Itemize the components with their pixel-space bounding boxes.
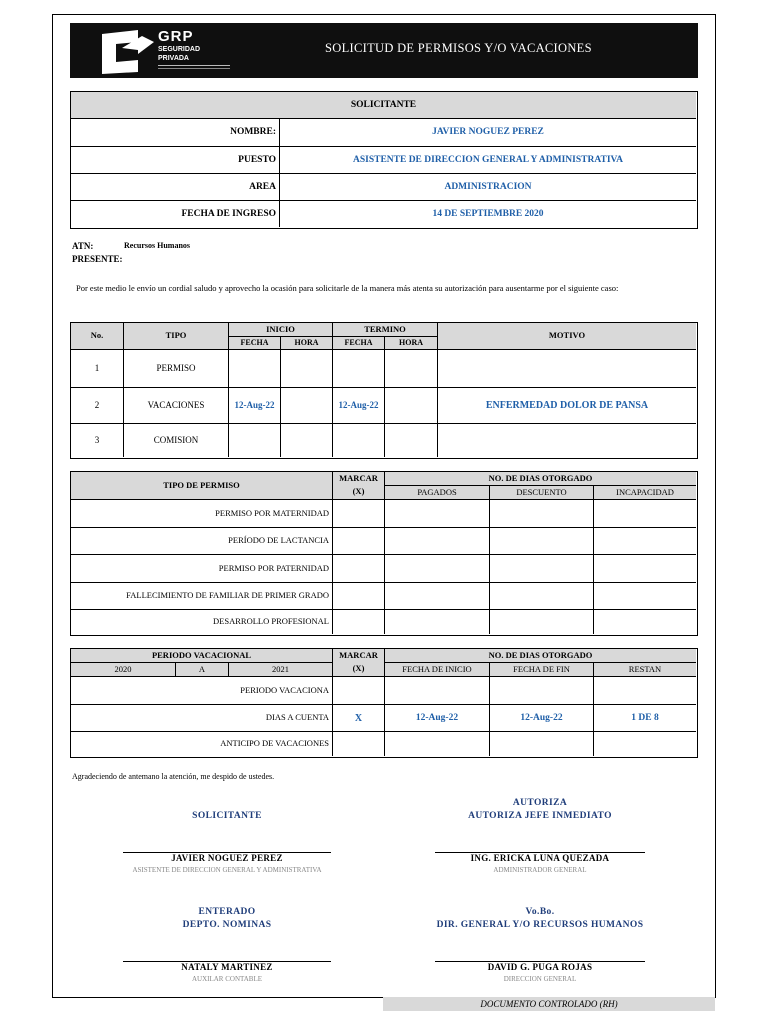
- col-tipo-permiso: TIPO DE PERMISO: [163, 479, 240, 490]
- year-separator: A: [198, 663, 206, 674]
- signature-role-2: DEPTO. NOMINAS: [182, 920, 272, 931]
- document-title: SOLICITUD DE PERMISOS Y/O VACACIONES: [325, 41, 592, 55]
- col-termino-fecha: FECHA: [344, 337, 373, 347]
- col-tipo: TIPO: [165, 330, 187, 341]
- closing-text: Agradeciendo de antemano la atención, me despido de ustedes.: [72, 772, 275, 781]
- permiso-maternidad: PERMISO POR MATERNIDAD: [215, 507, 329, 518]
- signature-solicitante-name-block: [100, 853, 354, 874]
- signature-position: DIRECCION GENERAL: [503, 975, 577, 983]
- fecha-ingreso-value: 14 DE SEPTIEMBRE 2020: [432, 208, 544, 219]
- col-marcar-x: (X): [352, 485, 365, 496]
- col-pagados: PAGADOS: [417, 486, 457, 497]
- col-dias-otorgado: NO. DE DIAS OTORGADO: [488, 472, 593, 483]
- signature-role-2: AUTORIZA JEFE INMEDIATO: [468, 811, 612, 822]
- presente-label: PRESENTE:: [72, 254, 123, 264]
- signature-enterado: [123, 906, 331, 933]
- intro-text: Por este medio le envío un cordial saludo y aprovecho la ocasión para solicitarle de la manera más atenta su autorización para ausentarme por el siguiente caso:: [76, 283, 619, 293]
- signature-name: ING. ERICKA LUNA QUEZADA: [470, 853, 610, 863]
- solicitante-heading: SOLICITANTE: [71, 92, 696, 118]
- row-2-motivo: ENFERMEDAD DOLOR DE PANSA: [485, 400, 649, 411]
- signature-autoriza: [435, 797, 645, 824]
- row-3-no: 3: [94, 434, 100, 445]
- signature-vobo-name-block: [435, 962, 645, 983]
- area-label: AREA: [249, 181, 276, 192]
- desarrollo-profesional: DESARROLLO PROFESIONAL: [213, 616, 329, 627]
- year-end: 2021: [272, 663, 289, 674]
- signature-enterado-name-block: [123, 962, 331, 983]
- vac-row-dias-cuenta: DIAS A CUENTA: [265, 712, 329, 723]
- col-vac-marcar-x: (X): [352, 662, 365, 673]
- col-restan: RESTAN: [628, 663, 662, 674]
- vac-row-dias-cuenta-restan: 1 DE 8: [631, 712, 659, 723]
- signature-role-1: AUTORIZA: [512, 798, 568, 808]
- logo-main-text: GRP: [158, 28, 194, 45]
- row-2-termino-fecha: 12-Aug-22: [338, 399, 379, 410]
- area-value: ADMINISTRACION: [444, 181, 532, 192]
- fecha-ingreso-label: FECHA DE INGRESO: [181, 208, 276, 219]
- periodo-lactancia: PERÍODO DE LACTANCIA: [228, 535, 329, 546]
- row-1-no: 1: [94, 362, 100, 373]
- col-periodo-vacacional: PERIODO VACACIONAL: [151, 649, 252, 660]
- fallecimiento-familiar: FALLECIMIENTO DE FAMILIAR DE PRIMER GRADO: [126, 590, 329, 601]
- col-termino: TERMINO: [364, 323, 406, 334]
- col-no: No.: [90, 330, 104, 341]
- vac-row-dias-cuenta-marcar: X: [354, 712, 363, 724]
- grp-logo: [98, 28, 248, 74]
- row-1-tipo: PERMISO: [156, 362, 196, 373]
- col-incapacidad: INCAPACIDAD: [616, 486, 674, 497]
- vac-row-periodo: PERIODO VACACIONA: [240, 684, 329, 695]
- col-fecha-fin: FECHA DE FIN: [513, 663, 570, 674]
- signature-role-2: DIR. GENERAL Y/O RECURSOS HUMANOS: [436, 920, 644, 931]
- col-descuento: DESCUENTO: [516, 486, 567, 497]
- logo-sub-text-2: PRIVADA: [158, 55, 189, 62]
- col-inicio: INICIO: [266, 323, 295, 334]
- signature-name: NATALY MARTINEZ: [181, 962, 273, 972]
- permiso-table: [70, 471, 698, 636]
- signature-vobo: [420, 906, 660, 933]
- col-vac-dias: NO. DE DIAS OTORGADO: [488, 649, 593, 660]
- atn-value: Recursos Humanos: [124, 241, 191, 250]
- col-fecha-inicio: FECHA DE INICIO: [402, 663, 472, 674]
- signature-position: AUXILAR CONTABLE: [191, 975, 263, 983]
- col-vac-marcar: MARCAR: [339, 650, 378, 661]
- row-2-no: 2: [94, 399, 100, 410]
- signature-name: DAVID G. PUGA ROJAS: [487, 962, 593, 972]
- tipo-table: [70, 322, 698, 459]
- vac-row-dias-cuenta-fin: 12-Aug-22: [520, 712, 563, 723]
- signature-name: JAVIER NOGUEZ PEREZ: [171, 853, 283, 863]
- signature-position: ASISTENTE DE DIRECCION GENERAL Y ADMINISTRATIVA: [132, 866, 322, 874]
- signature-role-1: Vo.Bo.: [525, 907, 555, 917]
- signature-role-1: ENTERADO: [198, 907, 256, 917]
- vac-row-dias-cuenta-inicio: 12-Aug-22: [415, 712, 459, 723]
- solicitante-table: [70, 91, 698, 229]
- logo-sub-text-1: SEGURIDAD: [158, 46, 201, 53]
- vacacional-table: [70, 648, 698, 758]
- signature-solicitante: [123, 797, 331, 823]
- row-2-tipo: VACACIONES: [147, 399, 205, 410]
- signature-autoriza-name-block: [435, 853, 645, 874]
- col-marcar: MARCAR: [339, 473, 378, 484]
- col-inicio-fecha: FECHA: [240, 337, 269, 347]
- puesto-value: ASISTENTE DE DIRECCION GENERAL Y ADMINISTRATIVA: [352, 154, 624, 165]
- nombre-label: NOMBRE:: [230, 127, 276, 138]
- puesto-label: PUESTO: [238, 154, 276, 165]
- col-termino-hora: HORA: [399, 337, 423, 347]
- signature-role: SOLICITANTE: [192, 811, 262, 821]
- atn-label: ATN:: [72, 241, 94, 251]
- year-start: 2020: [114, 663, 132, 674]
- col-motivo: MOTIVO: [548, 330, 586, 341]
- permiso-paternidad: PERMISO POR PATERNIDAD: [218, 562, 329, 573]
- vac-row-anticipo: ANTICIPO DE VACACIONES: [220, 738, 329, 749]
- footer-controlled-document: DOCUMENTO CONTROLADO (RH): [383, 997, 715, 1011]
- document-header: [70, 23, 698, 78]
- row-2-inicio-fecha: 12-Aug-22: [234, 399, 275, 410]
- nombre-value: JAVIER NOGUEZ PEREZ: [432, 127, 544, 138]
- col-inicio-hora: HORA: [294, 337, 319, 347]
- row-3-tipo: COMISION: [153, 434, 199, 445]
- signature-position: ADMINISTRADOR GENERAL: [493, 866, 587, 874]
